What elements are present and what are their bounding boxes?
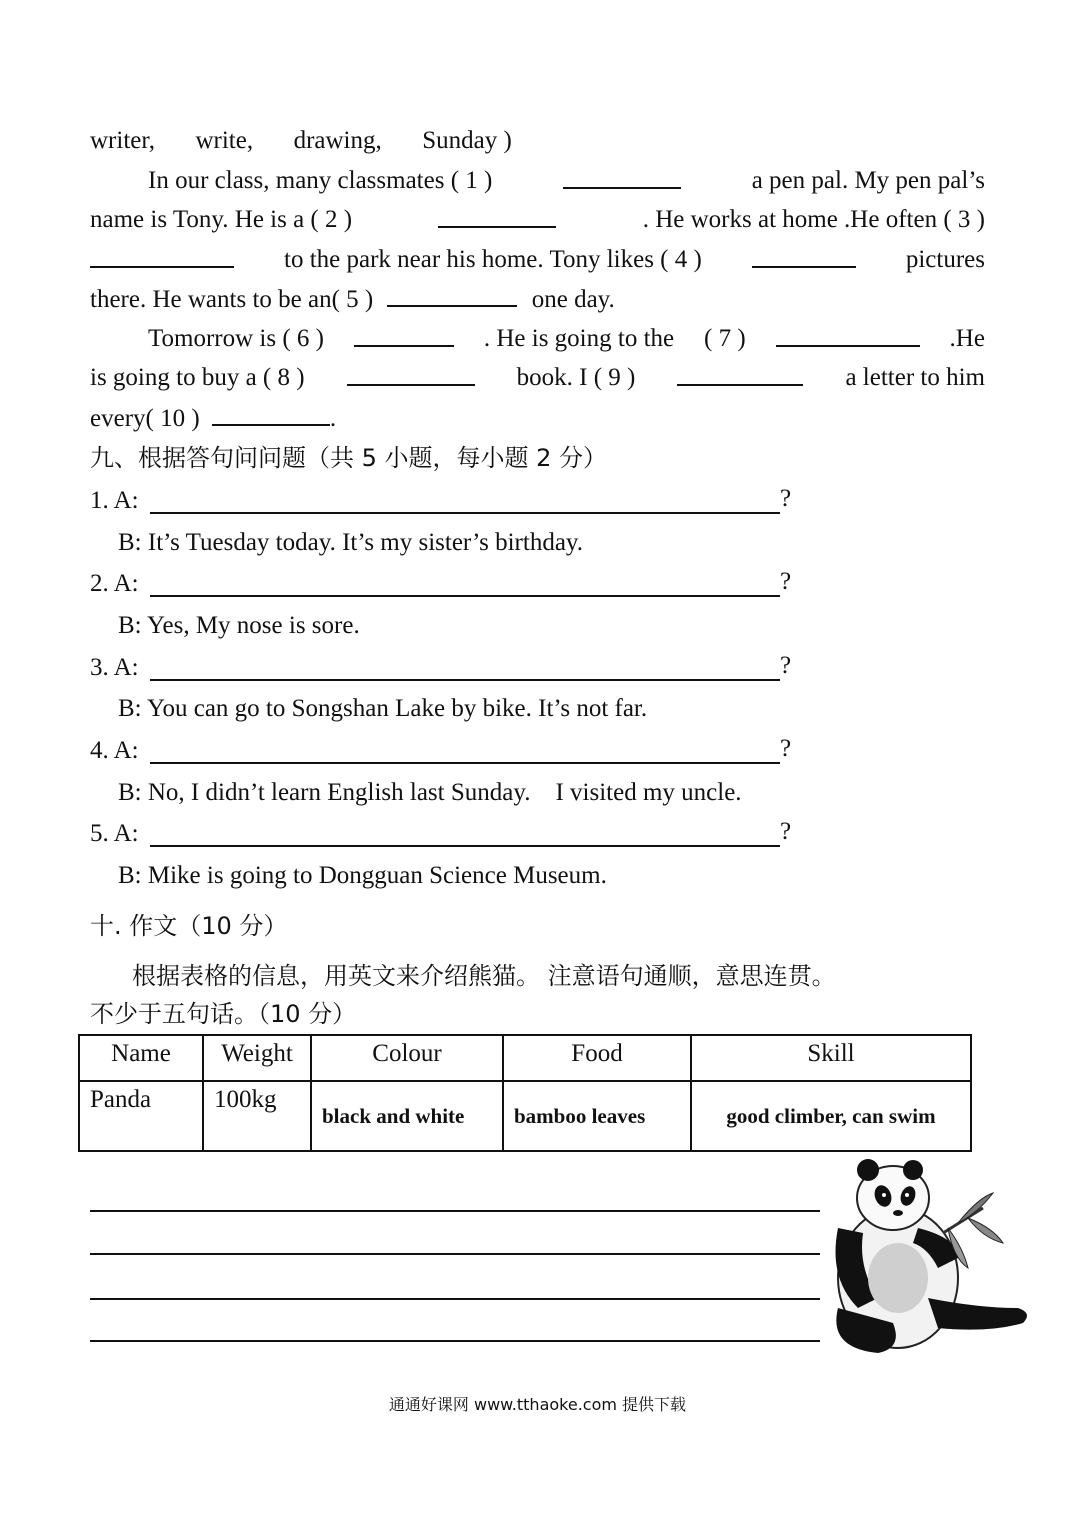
cell-weight: 100kg xyxy=(203,1081,311,1151)
text: a letter to him xyxy=(845,364,985,391)
text: . xyxy=(329,405,337,432)
cell-colour: black and white xyxy=(311,1081,503,1151)
text: In our class, many classmates ( 1 ) xyxy=(148,167,493,194)
cloze-p1-line1 xyxy=(148,165,985,197)
text: there. He wants to be an( 5 ) xyxy=(90,286,374,313)
header-colour: Colour xyxy=(311,1035,503,1081)
q5-b: B: Mike is going to Dongguan Science Museum. xyxy=(118,862,607,889)
text: a pen pal. My pen pal’s xyxy=(751,167,985,194)
text: Tomorrow is ( 6 ) xyxy=(148,325,325,352)
writing-line-3[interactable] xyxy=(90,1298,820,1300)
text: to the park near his home. Tony likes ( 4 ) xyxy=(284,246,702,273)
text: one day. xyxy=(531,286,615,313)
cloze-p1-line3 xyxy=(90,244,985,276)
q4-answer-line[interactable] xyxy=(150,762,780,764)
q2-qmark: ? xyxy=(780,568,792,595)
q1-qmark: ? xyxy=(780,485,792,512)
cell-name: Panda xyxy=(79,1081,203,1151)
footer-credit: 通通好课网 www.tthaoke.com 提供下载 xyxy=(388,1395,687,1414)
cloze-p2-line3 xyxy=(90,402,336,435)
blank-4[interactable] xyxy=(752,244,856,268)
q3-qmark: ? xyxy=(780,652,792,679)
writing-line-4[interactable] xyxy=(90,1340,820,1342)
blank-7[interactable] xyxy=(776,323,920,347)
q3-a-label: 3. A: xyxy=(90,654,139,681)
text: every( 10 ) xyxy=(90,405,200,432)
panda-illustration xyxy=(818,1158,1038,1358)
q4-qmark: ? xyxy=(780,735,792,762)
cloze-p2-line2 xyxy=(90,362,985,394)
word-bank-tail xyxy=(90,125,512,157)
q4-b: B: No, I didn’t learn English last Sunday. I visited my uncle. xyxy=(118,779,742,806)
word-sunday: Sunday ) xyxy=(422,127,512,154)
word-write: write, xyxy=(195,127,254,154)
table-header-row xyxy=(79,1035,971,1081)
q3-b: B: You can go to Songshan Lake by bike. It’s not far. xyxy=(118,695,648,722)
q4-a-label: 4. A: xyxy=(90,737,139,764)
blank-8[interactable] xyxy=(347,362,475,386)
text: is going to buy a ( 8 ) xyxy=(90,364,305,391)
writing-line-2[interactable] xyxy=(90,1253,820,1255)
text: book. I ( 9 ) xyxy=(516,364,636,391)
q5-qmark: ? xyxy=(780,818,792,845)
text: . He works at home .He often ( 3 ) xyxy=(642,206,985,233)
q5-answer-line[interactable] xyxy=(150,845,780,847)
section10-instruction-1: 根据表格的信息，用英文来介绍熊猫。 注意语句通顺，意思连贯。 xyxy=(132,962,836,990)
panda-info-table xyxy=(78,1034,972,1152)
header-weight: Weight xyxy=(203,1035,311,1081)
q3-answer-line[interactable] xyxy=(150,679,780,681)
blank-5[interactable] xyxy=(387,283,517,307)
q2-answer-line[interactable] xyxy=(150,595,780,597)
blank-2[interactable] xyxy=(438,204,556,228)
blank-9[interactable] xyxy=(677,362,803,386)
q2-b: B: Yes, My nose is sore. xyxy=(118,612,360,639)
cell-food: bamboo leaves xyxy=(503,1081,691,1151)
q2-a-label: 2. A: xyxy=(90,570,139,597)
header-food: Food xyxy=(503,1035,691,1081)
blank-1[interactable] xyxy=(563,165,681,189)
word-drawing: drawing, xyxy=(293,127,382,154)
word-writer: writer, xyxy=(90,127,155,154)
cloze-p1-line4 xyxy=(90,283,615,316)
q1-answer-line[interactable] xyxy=(150,512,780,514)
text: ( 7 ) xyxy=(704,325,746,352)
text: .He xyxy=(949,325,985,352)
writing-line-1[interactable] xyxy=(90,1210,820,1212)
q1-b: B: It’s Tuesday today. It’s my sister’s birthday. xyxy=(118,529,584,556)
cell-skill: good climber, can swim xyxy=(691,1081,971,1151)
text: name is Tony. He is a ( 2 ) xyxy=(90,206,353,233)
blank-6[interactable] xyxy=(354,323,454,347)
blank-10[interactable] xyxy=(212,402,330,426)
section9-title: 九、根据答句问问题（共 5 小题，每小题 2 分） xyxy=(90,444,608,472)
cloze-p1-line2 xyxy=(90,204,985,236)
cloze-p2-line1 xyxy=(148,323,985,355)
table-row xyxy=(79,1081,971,1151)
section10-instruction-2: 不少于五句话。（10 分） xyxy=(90,1000,357,1028)
header-skill: Skill xyxy=(691,1035,971,1081)
q1-a-label: 1. A: xyxy=(90,487,139,514)
q5-a-label: 5. A: xyxy=(90,820,139,847)
text: . He is going to the xyxy=(483,325,675,352)
text: pictures xyxy=(905,246,985,273)
blank-3[interactable] xyxy=(90,244,234,268)
header-name: Name xyxy=(79,1035,203,1081)
section10-title: 十. 作文（10 分） xyxy=(90,912,288,940)
